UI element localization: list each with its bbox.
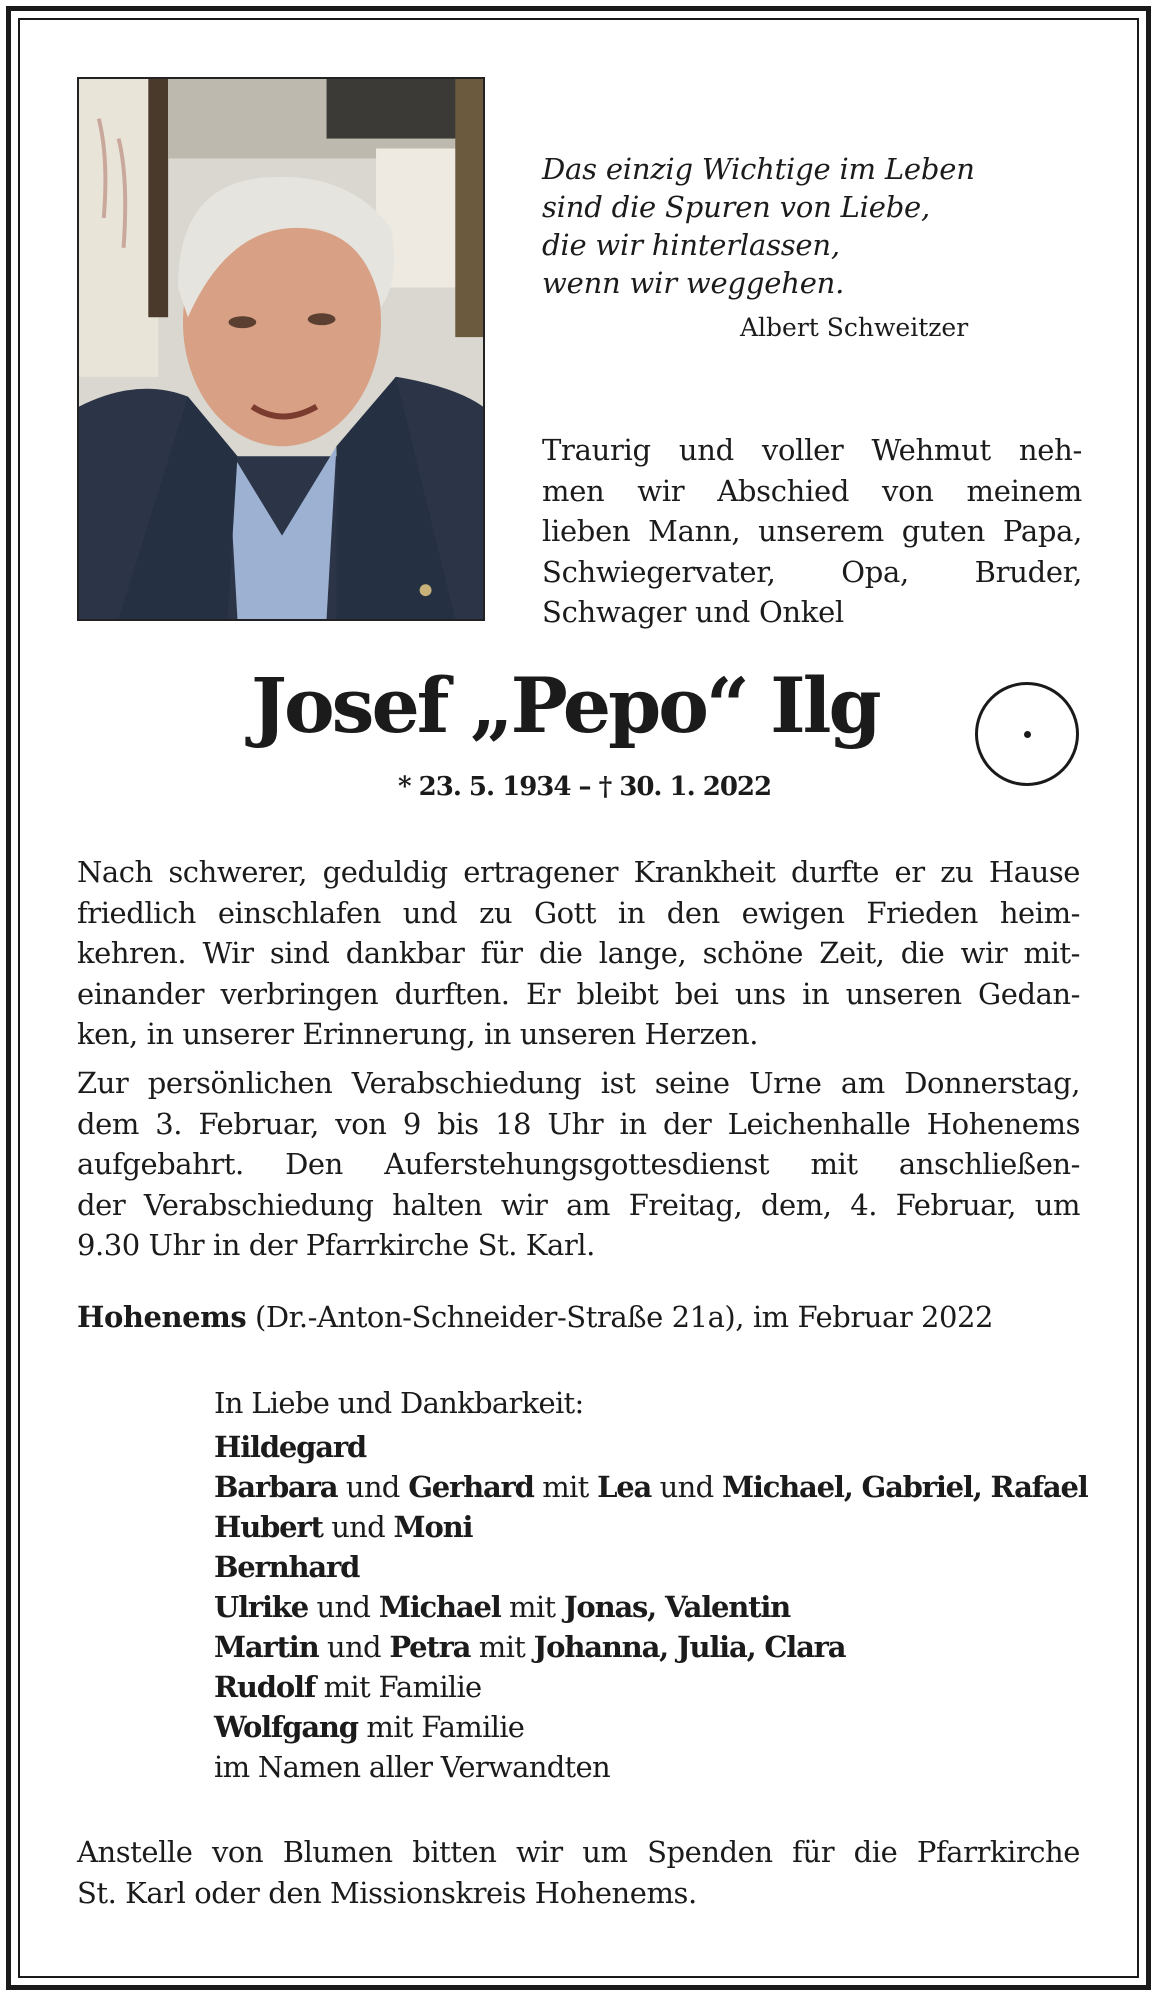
paragraph-funeral xyxy=(77,1063,1080,1266)
connector: und xyxy=(322,1510,394,1544)
intro-line: Schwager und Onkel xyxy=(542,595,844,629)
paragraph-line: kehren. Wir sind dankbar für die lange, schöne Zeit, die wir mit- xyxy=(77,936,1080,970)
family-member: Wolfgang xyxy=(214,1710,358,1744)
intro-text xyxy=(542,430,1082,633)
town-name: Hohenems xyxy=(77,1300,247,1334)
family-line xyxy=(214,1467,1088,1507)
family-member: Petra xyxy=(389,1630,471,1664)
family-member: Barbara xyxy=(214,1470,338,1504)
closing-line: Anstelle von Blumen bitten wir um Spenden für die Pfarrkirche xyxy=(77,1835,1080,1869)
paragraph-line: ken, in unserer Erinnerung, in unseren Herzen. xyxy=(77,1017,759,1051)
family-member: Moni xyxy=(393,1510,473,1544)
quote-line: sind die Spuren von Liebe, xyxy=(542,190,931,224)
paragraph-line: einander verbringen durften. Er bleibt bei uns in unseren Gedan- xyxy=(77,976,1080,1011)
paragraph-line: der Verabschiedung halten wir am Freitag, dem, 4. Februar, um xyxy=(77,1187,1080,1222)
connector: mit Familie xyxy=(315,1670,482,1704)
family-line xyxy=(214,1507,1088,1547)
family-member: Bernhard xyxy=(214,1550,360,1584)
paragraph-line: dem 3. Februar, von 9 bis 18 Uhr in der Leichenhalle Hohenems xyxy=(77,1106,1080,1141)
quote-line: Das einzig Wichtige im Leben xyxy=(542,152,975,186)
closing-line: St. Karl oder den Missionskreis Hohenems. xyxy=(77,1875,697,1910)
paragraph-line: Nach schwerer, geduldig ertragener Krankheit durfte er zu Hause xyxy=(77,855,1080,889)
intro-line: men wir Abschied von meinem xyxy=(542,473,1082,508)
family-line xyxy=(214,1707,1088,1747)
quote-line: wenn wir weggehen. xyxy=(542,266,845,300)
connector: mit Familie xyxy=(357,1710,525,1744)
sun-circle-icon xyxy=(975,682,1079,786)
intro-line: Schwiegervater, Opa, Bruder, xyxy=(542,554,1082,589)
family-line xyxy=(214,1427,1088,1467)
family-line: im Namen aller Verwandten xyxy=(214,1750,610,1784)
connector: mit xyxy=(500,1590,564,1624)
paragraph-illness xyxy=(77,852,1080,1055)
family-member: Johanna, Julia, Clara xyxy=(533,1630,846,1664)
life-dates: * 23. 5. 1934 – † 30. 1. 2022 xyxy=(398,772,772,802)
family-heading: In Liebe und Dankbarkeit: xyxy=(214,1386,584,1420)
intro-line: lieben Mann, unserem guten Papa, xyxy=(542,514,1082,548)
paragraph-line: Zur persönlichen Verabschiedung ist seine Urne am Donnerstag, xyxy=(77,1066,1080,1100)
circle-dot xyxy=(1024,731,1031,738)
family-line xyxy=(214,1627,1088,1667)
paragraph-line: friedlich einschlafen und zu Gott in den ewigen Frieden heim- xyxy=(77,895,1080,930)
portrait-photo xyxy=(77,77,485,621)
quote xyxy=(542,150,1102,302)
connector: und xyxy=(651,1470,722,1504)
family-member: Jonas, Valentin xyxy=(563,1590,791,1624)
address-date: (Dr.-Anton-Schneider-Straße 21a), im Februar 2022 xyxy=(246,1300,994,1334)
family-line xyxy=(214,1667,1088,1707)
deceased-name: Josef „Pepo“ Ilg xyxy=(251,661,879,750)
connector: und xyxy=(337,1470,409,1504)
family-member: Rudolf xyxy=(214,1670,316,1704)
family-member: Lea xyxy=(597,1470,652,1504)
family-member: Martin xyxy=(214,1630,319,1664)
intro-line: Traurig und voller Wehmut neh- xyxy=(542,433,1082,467)
family-signatures xyxy=(214,1383,1088,1787)
family-member: Gerhard xyxy=(408,1470,534,1504)
paragraph-line: aufgebahrt. Den Auferstehungsgottesdienst mit anschließen- xyxy=(77,1147,1080,1181)
connector: mit xyxy=(470,1630,534,1664)
family-member: Hubert xyxy=(214,1510,323,1544)
connector: und xyxy=(318,1630,390,1664)
family-member: Michael xyxy=(378,1590,501,1624)
paragraph-line: 9.30 Uhr in der Pfarrkirche St. Karl. xyxy=(77,1228,595,1262)
family-member: Hildegard xyxy=(214,1430,366,1464)
connector: und xyxy=(307,1590,379,1624)
quote-line: die wir hinterlassen, xyxy=(542,228,840,262)
quote-author: Albert Schweitzer xyxy=(740,313,969,342)
family-line xyxy=(214,1547,1088,1587)
donation-request xyxy=(77,1832,1080,1913)
family-member: Ulrike xyxy=(214,1590,308,1624)
place-date-line xyxy=(77,1300,993,1334)
family-member: Michael, Gabriel, Rafael xyxy=(722,1470,1088,1504)
connector: mit xyxy=(533,1470,598,1504)
family-line xyxy=(214,1587,1088,1627)
